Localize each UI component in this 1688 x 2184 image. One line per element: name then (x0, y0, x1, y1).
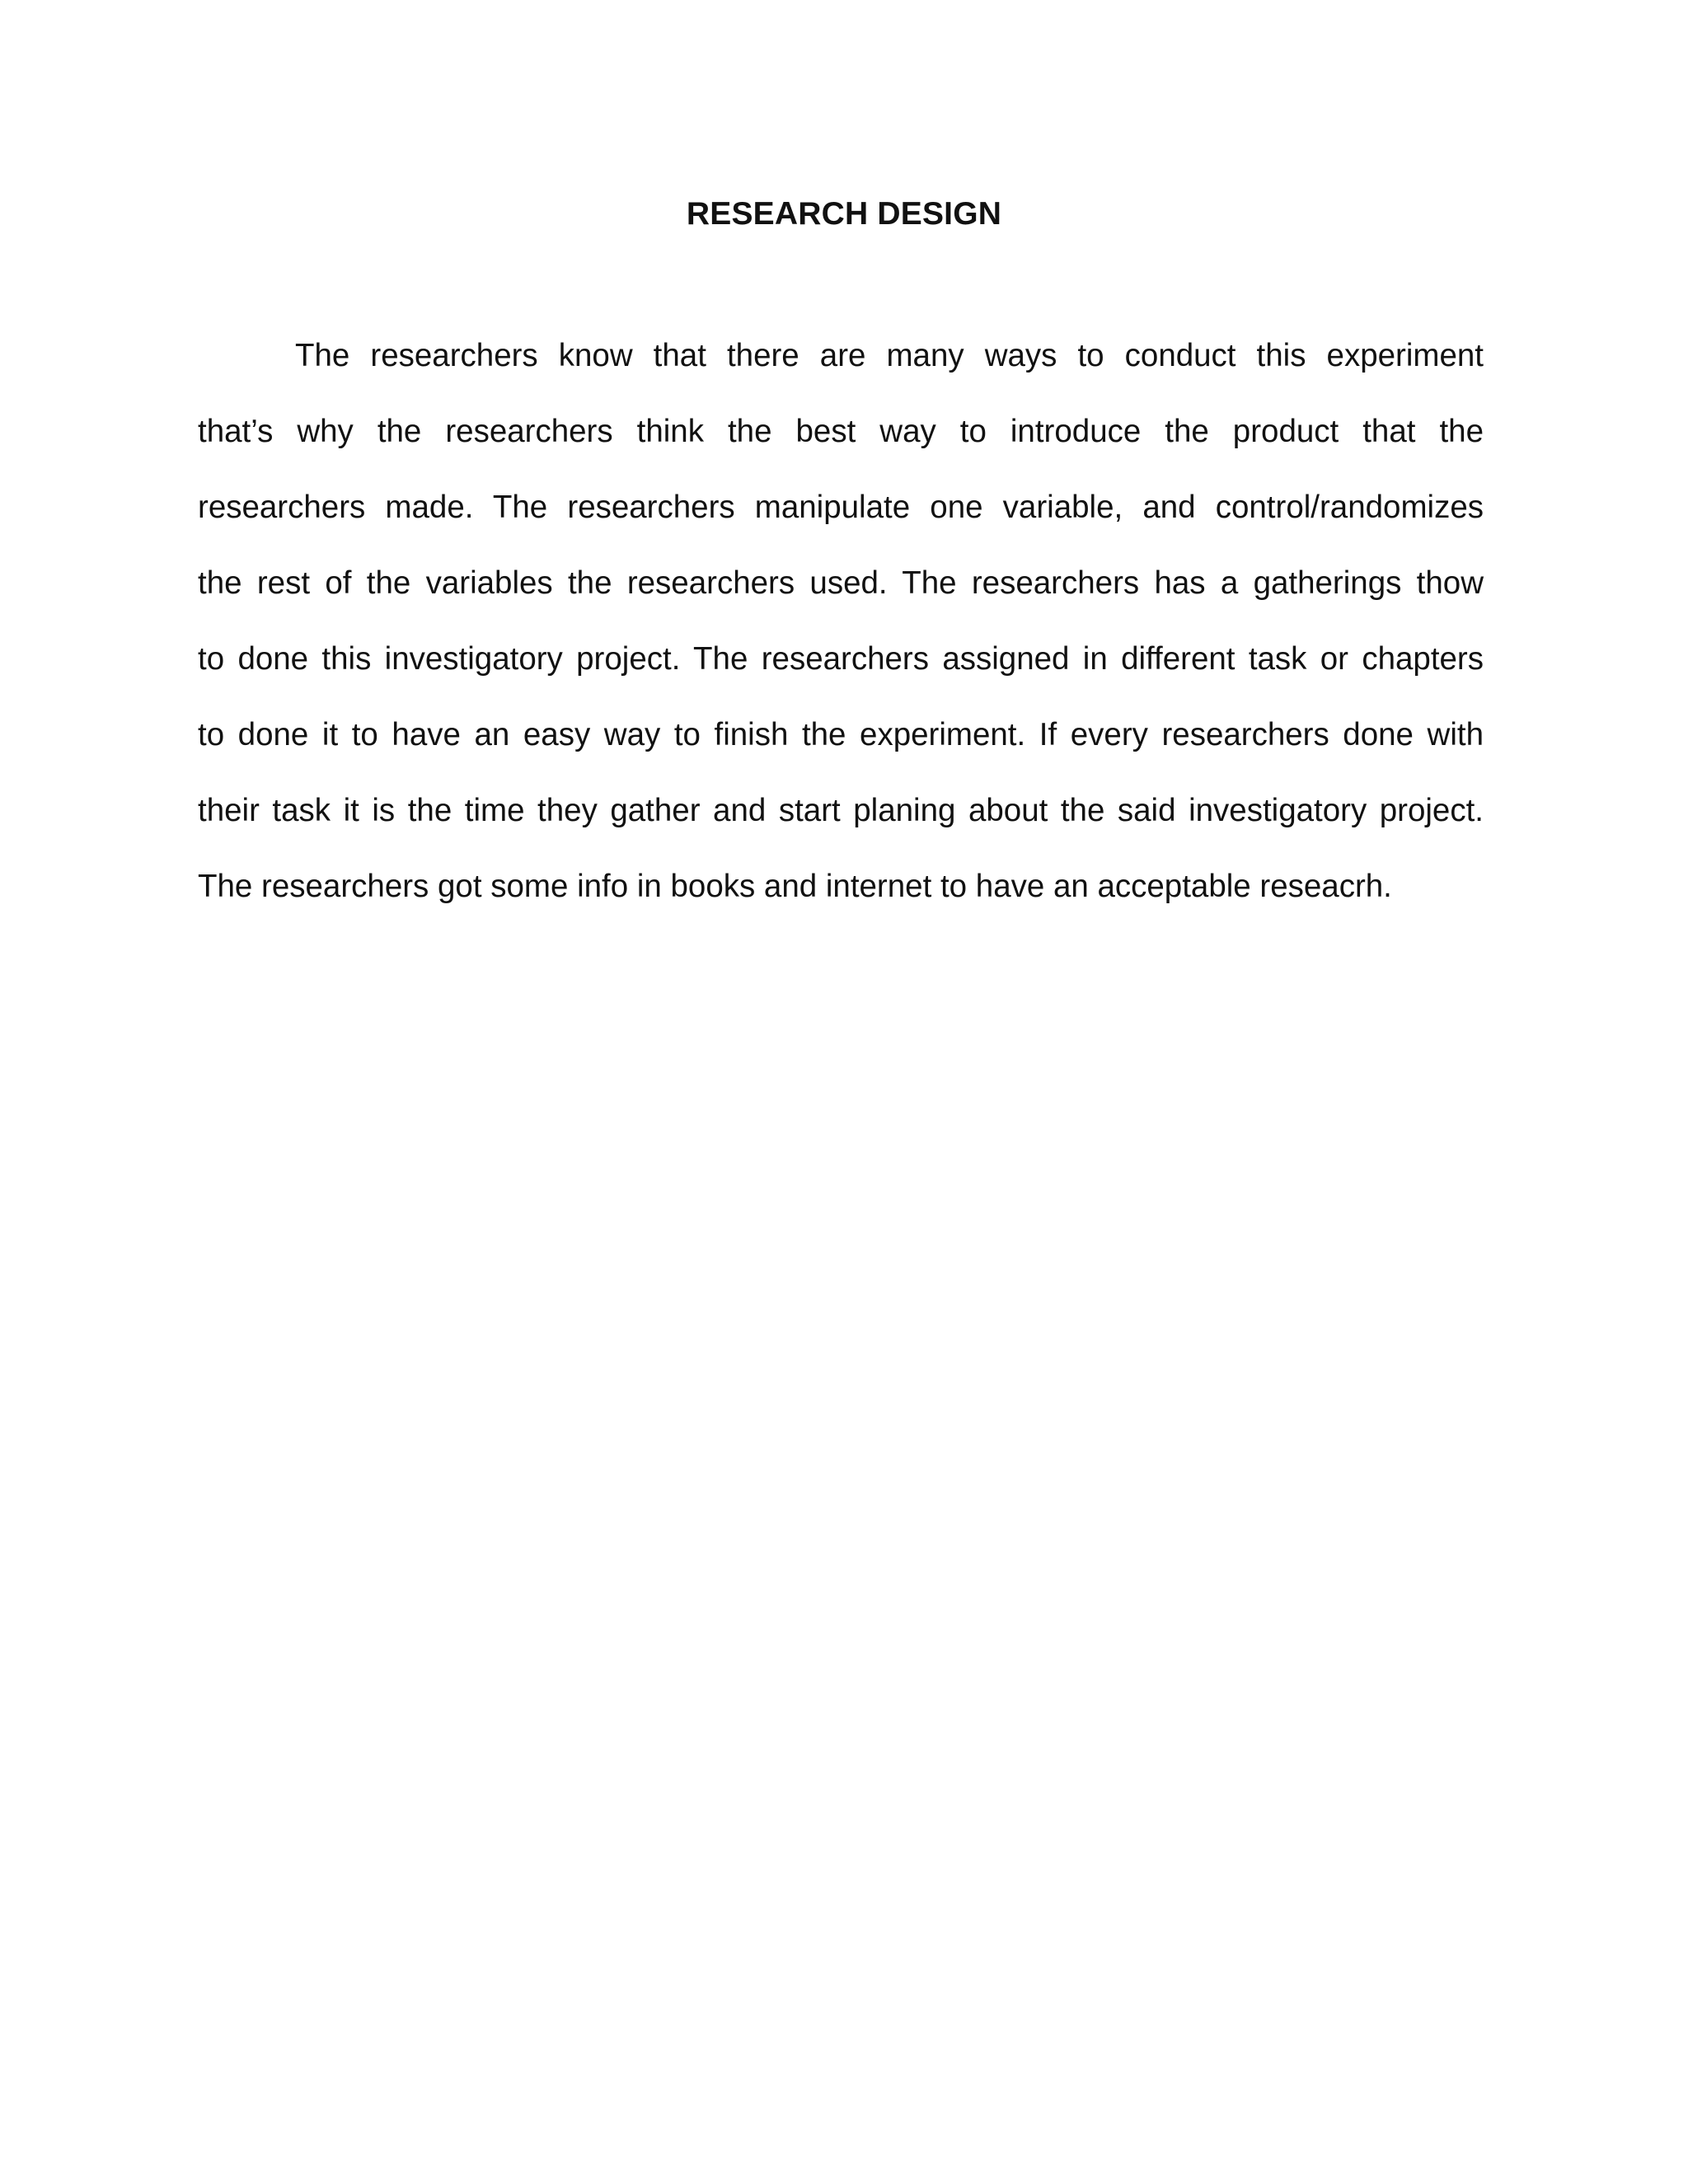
paragraph-line: researchers made. The researchers manipulate one variable, and control/randomizes (198, 490, 1484, 525)
paragraph-line: to done it to have an easy way to finish the experiment. If every researchers done with (198, 717, 1484, 752)
paragraph-line: that’s why the researchers think the best way to introduce the product that the (198, 414, 1484, 449)
paragraph-line: to done this investigatory project. The researchers assigned in different task or chapters (198, 641, 1484, 677)
paragraph-line: The researchers got some info in books and internet to have an acceptable reseacrh. (198, 869, 1392, 904)
paragraph-line: the rest of the variables the researchers used. The researchers has a gatherings thow (198, 565, 1484, 601)
paragraph-line: their task it is the time they gather and start planing about the said investigatory project. (198, 793, 1484, 828)
body-paragraph (198, 333, 1484, 940)
page-title: RESEARCH DESIGN (686, 196, 1002, 232)
paragraph-line: The researchers know that there are many ways to conduct this experiment (295, 338, 1484, 373)
